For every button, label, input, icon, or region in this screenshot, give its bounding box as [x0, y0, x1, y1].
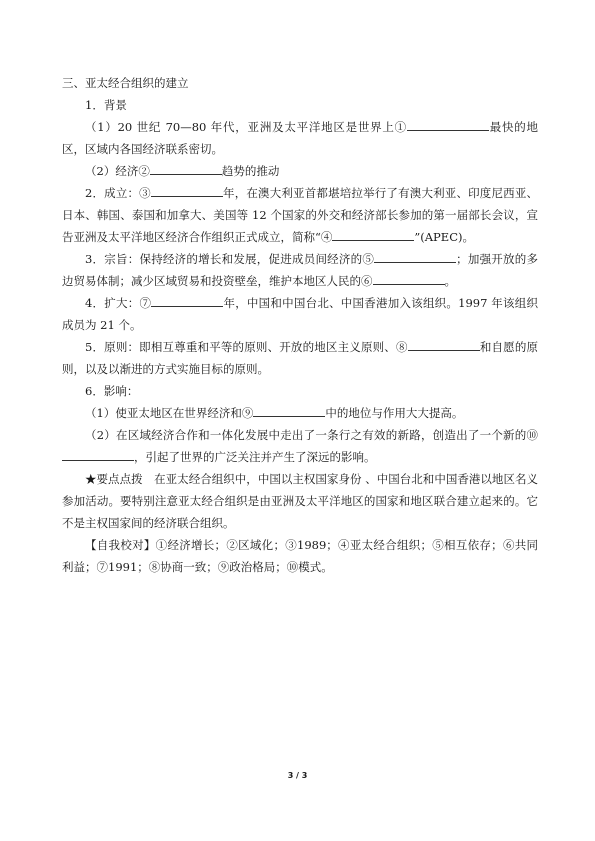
paragraph-background-1: （1）20 世纪 70—80 年代，亚洲及太平洋地区是世界上① 最快的地区，区域内各国经济联系密切。 — [62, 116, 538, 160]
paragraph-impact-2: （2）在区域经济合作和一体化发展中走出了一条行之有效的新路，创造出了一个新的⑩，引起了世界的广泛关注并产生了深远的影响。 — [62, 424, 538, 468]
blank-3 — [151, 183, 223, 197]
blank-6 — [373, 271, 445, 285]
key-point-tip: ★要点点拨 在亚太经合组织中，中国以主权国家身份 、中国台北和中国香港以地区名义参加活动。要特别注意亚太经合组织是由亚洲及太平洋地区的国家和地区联合建立起来的。它不是主权国家间的经济联合组织。 — [62, 472, 538, 530]
paragraph-impact-1: （1）使亚太地区在世界经济和⑨ 中的地位与作用大大提高。 — [62, 402, 538, 424]
blank-8 — [408, 337, 480, 351]
heading-background: 1．背景 — [85, 98, 127, 112]
paragraph-purpose: 3．宗旨：保持经济的增长和发展，促进成员间经济的⑤ ；加强开放的多边贸易体制；减少区域贸易和投资壁垒，维护本地区人民的⑥ 。 — [62, 248, 538, 292]
paragraph-principles: 5．原则：即相互尊重和平等的原则、开放的地区主义原则、⑧ 和自愿的原则，以及以渐进的方式实施目标的原则。 — [62, 336, 538, 380]
document-body — [62, 72, 538, 578]
paragraph-founding: 2．成立：③ 年，在澳大利亚首都堪培拉举行了有澳大利亚、印度尼西亚、日本、韩国、泰国和加拿大、美国等 12 个国家的外交和经济部长参加的第一届部长会议，宣告亚洲及太平洋地区经济合作组织正式成立，简称“④ ”(APEC)。 — [62, 182, 538, 248]
blank-4 — [332, 227, 414, 241]
paragraph-background-2: （2）经济② 趋势的推动 — [62, 160, 538, 182]
section-title: 三、亚太经合组织的建立 — [62, 76, 189, 90]
blank-1 — [407, 117, 489, 131]
blank-9 — [253, 403, 325, 417]
paragraph-expansion: 4．扩大：⑦ 年，中国和中国台北、中国香港加入该组织。1997 年该组织成员为 21 个。 — [62, 292, 538, 336]
blank-2 — [150, 161, 222, 175]
heading-impact: 6．影响： — [85, 384, 139, 398]
blank-7 — [151, 293, 223, 307]
page-number: 3 / 3 — [287, 771, 308, 780]
self-check-answers: 【自我校对】①经济增长；②区域化；③1989；④亚太经合组织；⑤相互依存；⑥共同利益；⑦1991；⑧协商一致；⑨政治格局；⑩模式。 — [62, 538, 539, 574]
blank-10 — [62, 447, 134, 461]
blank-5 — [374, 249, 456, 263]
answer-label: 【自我校对】 — [85, 538, 156, 552]
